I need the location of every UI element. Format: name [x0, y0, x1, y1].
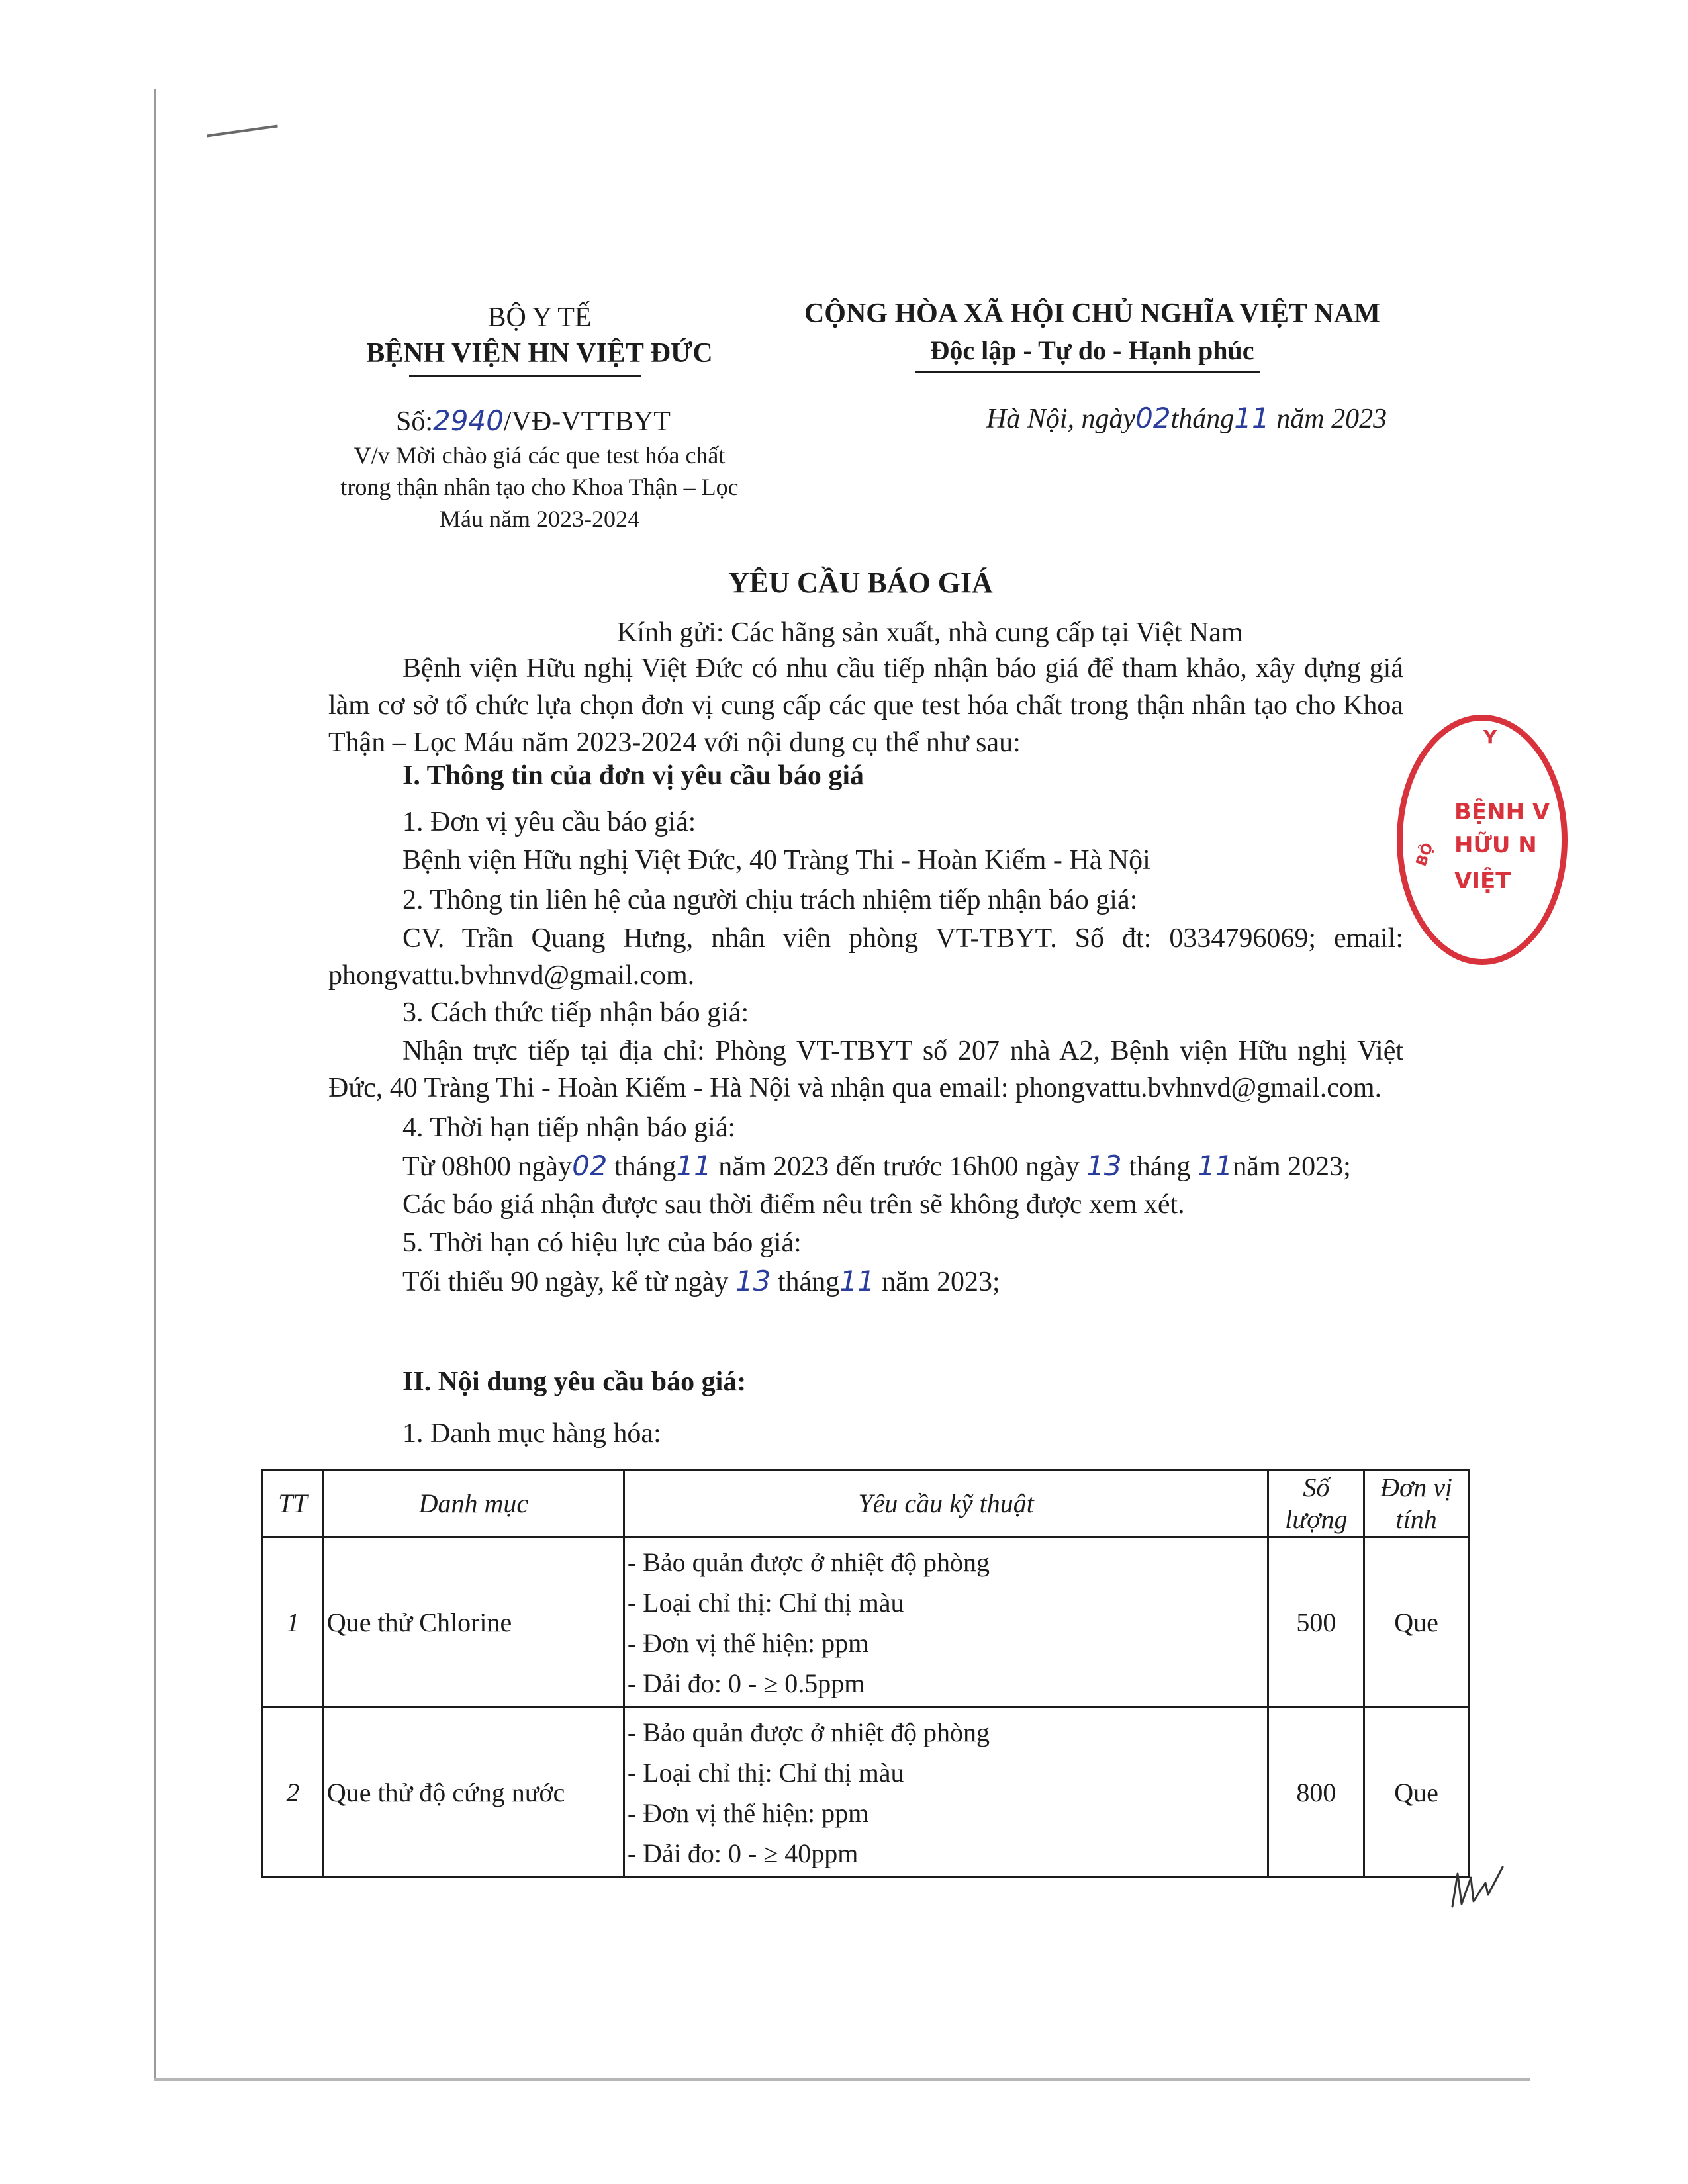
- item5-month-handwritten: 11: [839, 1265, 875, 1297]
- section1-item2-value: CV. Trần Quang Hưng, nhân viên phòng VT-TBYT. Số đt: 0334796069; email: phongvattu.bvhnvd@gmail.com.: [328, 923, 1403, 991]
- header-unit: [1364, 1471, 1469, 1537]
- section1-item5-period: [402, 1263, 1000, 1300]
- row-tt: 2: [263, 1707, 324, 1878]
- subject-line-1: V/v Mời chào giá các que test hóa chất: [353, 442, 726, 469]
- table-header-row: [263, 1471, 1469, 1537]
- item4-end: năm 2023;: [1233, 1152, 1351, 1182]
- section1-item4-period: [402, 1148, 1351, 1185]
- document-title: YÊU CẦU BÁO GIÁ: [728, 567, 993, 599]
- seal-top-letter: Y: [1483, 726, 1497, 748]
- item4-month2-handwritten: 11: [1197, 1150, 1233, 1182]
- spec-line: - Bảo quản được ở nhiệt độ phòng: [627, 1717, 990, 1747]
- section1-item1-value: Bệnh viện Hữu nghị Việt Đức, 40 Tràng Thi - Hoàn Kiếm - Hà Nội: [402, 845, 1150, 876]
- header-qty-line1: Số: [1303, 1473, 1330, 1502]
- seal-line-2: HỮU N: [1454, 832, 1537, 858]
- row-item-name: Que thử độ cứng nước: [323, 1707, 624, 1878]
- section1-item4-note: Các báo giá nhận được sau thời điểm nêu trên sẽ không được xem xét.: [402, 1189, 1185, 1220]
- goods-table: [261, 1469, 1470, 1878]
- row-unit: Que: [1364, 1537, 1469, 1707]
- header-spec: Yêu cầu kỹ thuật: [624, 1471, 1268, 1537]
- doc-number-suffix: /VĐ-VTTBYT: [503, 406, 671, 437]
- pen-mark: [207, 125, 278, 138]
- header-unit-line1: Đơn vị: [1380, 1473, 1453, 1502]
- section1-item2-label: 2. Thông tin liên hệ của người chịu trách nhiệm tiếp nhận báo giá:: [402, 885, 1138, 915]
- item4-month-label2: tháng: [1129, 1152, 1191, 1182]
- subject-line-3: Máu năm 2023-2024: [440, 506, 639, 532]
- spec-line: - Dải đo: 0 - ≥ 40ppm: [627, 1839, 859, 1868]
- section1-item4-label: 4. Thời hạn tiếp nhận báo giá:: [402, 1113, 736, 1143]
- item4-day1-handwritten: 02: [572, 1150, 608, 1182]
- item4-from: Từ 08h00 ngày: [402, 1152, 573, 1182]
- spec-line: - Bảo quản được ở nhiệt độ phòng: [627, 1547, 990, 1577]
- row-unit: Que: [1364, 1707, 1469, 1878]
- doc-number-handwritten: 2940: [433, 404, 504, 437]
- section2-heading: II. Nội dung yêu cầu báo giá:: [402, 1367, 747, 1397]
- document-date: [986, 400, 1387, 437]
- spec-line: - Đơn vị thể hiện: ppm: [627, 1628, 869, 1658]
- hospital-underline: [409, 375, 641, 377]
- date-place: Hà Nội, ngày: [986, 404, 1136, 434]
- section1-item3-label: 3. Cách thức tiếp nhận báo giá:: [402, 997, 749, 1028]
- scan-edge-bottom: [154, 2078, 1530, 2081]
- date-month-handwritten: 11: [1234, 402, 1270, 434]
- header-tt: TT: [263, 1471, 324, 1537]
- item5-from: Tối thiểu 90 ngày, kể từ ngày: [402, 1267, 729, 1297]
- row-spec: [624, 1707, 1268, 1878]
- date-month-label: tháng: [1170, 404, 1235, 434]
- spec-line: - Đơn vị thể hiện: ppm: [627, 1798, 869, 1828]
- seal-line-1: BỆNH V: [1454, 799, 1550, 825]
- section1-item1-label: 1. Đơn vị yêu cầu báo giá:: [402, 807, 696, 837]
- hospital-seal: [1397, 715, 1568, 965]
- spec-line: - Loại chỉ thị: Chỉ thị màu: [627, 1588, 904, 1617]
- row-item-name: Que thử Chlorine: [323, 1537, 624, 1707]
- item5-day-handwritten: 13: [735, 1265, 771, 1297]
- country-name: CỘNG HÒA XÃ HỘI CHỦ NGHĨA VIỆT NAM: [804, 298, 1381, 329]
- item4-day2-handwritten: 13: [1086, 1150, 1122, 1182]
- date-day-handwritten: 02: [1135, 402, 1171, 434]
- table-row: [263, 1537, 1469, 1707]
- row-qty: 800: [1268, 1707, 1364, 1878]
- section1-item3-value: Nhận trực tiếp tại địa chỉ: Phòng VT-TBYT số 207 nhà A2, Bệnh viện Hữu nghị Việt Đức, 40 Tràng Thi - Hoàn Kiếm - Hà Nội và nhận qua email: phongvattu.bvhnvd@gmail.com.: [328, 1036, 1403, 1103]
- greeting: Kính gửi: Các hãng sản xuất, nhà cung cấp tại Việt Nam: [617, 617, 1243, 648]
- national-motto: Độc lập - Tự do - Hạnh phúc: [930, 336, 1254, 365]
- row-qty: 500: [1268, 1537, 1364, 1707]
- section1-item5-label: 5. Thời hạn có hiệu lực của báo giá:: [402, 1228, 802, 1258]
- subject-line-2: trong thận nhân tạo cho Khoa Thận – Lọc: [340, 474, 739, 500]
- item5-end: năm 2023;: [882, 1267, 1000, 1297]
- ministry-name: BỘ Y TẾ: [487, 302, 592, 333]
- doc-number-prefix: Số:: [396, 406, 434, 437]
- section1-heading: I. Thông tin của đơn vị yêu cầu báo giá: [402, 760, 864, 791]
- scan-edge-left: [154, 89, 156, 2081]
- motto-underline: [915, 371, 1260, 373]
- seal-side-letter: BỘ: [1413, 841, 1437, 869]
- header-item: Danh mục: [323, 1471, 624, 1537]
- header-qty: [1268, 1471, 1364, 1537]
- date-year: năm 2023: [1276, 404, 1387, 434]
- spec-line: - Loại chỉ thị: Chỉ thị màu: [627, 1758, 904, 1788]
- item4-month1-handwritten: 11: [676, 1150, 712, 1182]
- hospital-name: BỆNH VIỆN HN VIỆT ĐỨC: [366, 338, 713, 369]
- item4-month-label: tháng: [614, 1152, 677, 1182]
- initials-signature: [1448, 1863, 1505, 1911]
- row-tt: 1: [263, 1537, 324, 1707]
- header-unit-line2: tính: [1395, 1504, 1437, 1534]
- intro-paragraph: Bệnh viện Hữu nghị Việt Đức có nhu cầu tiếp nhận báo giá để tham khảo, xây dựng giá làm cơ sở tổ chức lựa chọn đơn vị cung cấp các que test hóa chất trong thận nhân tạo cho Khoa Thận – Lọc Máu năm 2023-2024 với nội dung cụ thể như sau:: [328, 653, 1403, 758]
- header-qty-line2: lượng: [1285, 1504, 1348, 1534]
- item4-mid: năm 2023 đến trước 16h00 ngày: [718, 1152, 1080, 1182]
- spec-line: - Dải đo: 0 - ≥ 0.5ppm: [627, 1668, 865, 1698]
- table-row: [263, 1707, 1469, 1878]
- section2-list-label: 1. Danh mục hàng hóa:: [402, 1418, 661, 1449]
- row-spec: [624, 1537, 1268, 1707]
- item5-month-label: tháng: [777, 1267, 840, 1297]
- document-number: [396, 402, 671, 440]
- seal-line-3: VIỆT: [1454, 868, 1511, 894]
